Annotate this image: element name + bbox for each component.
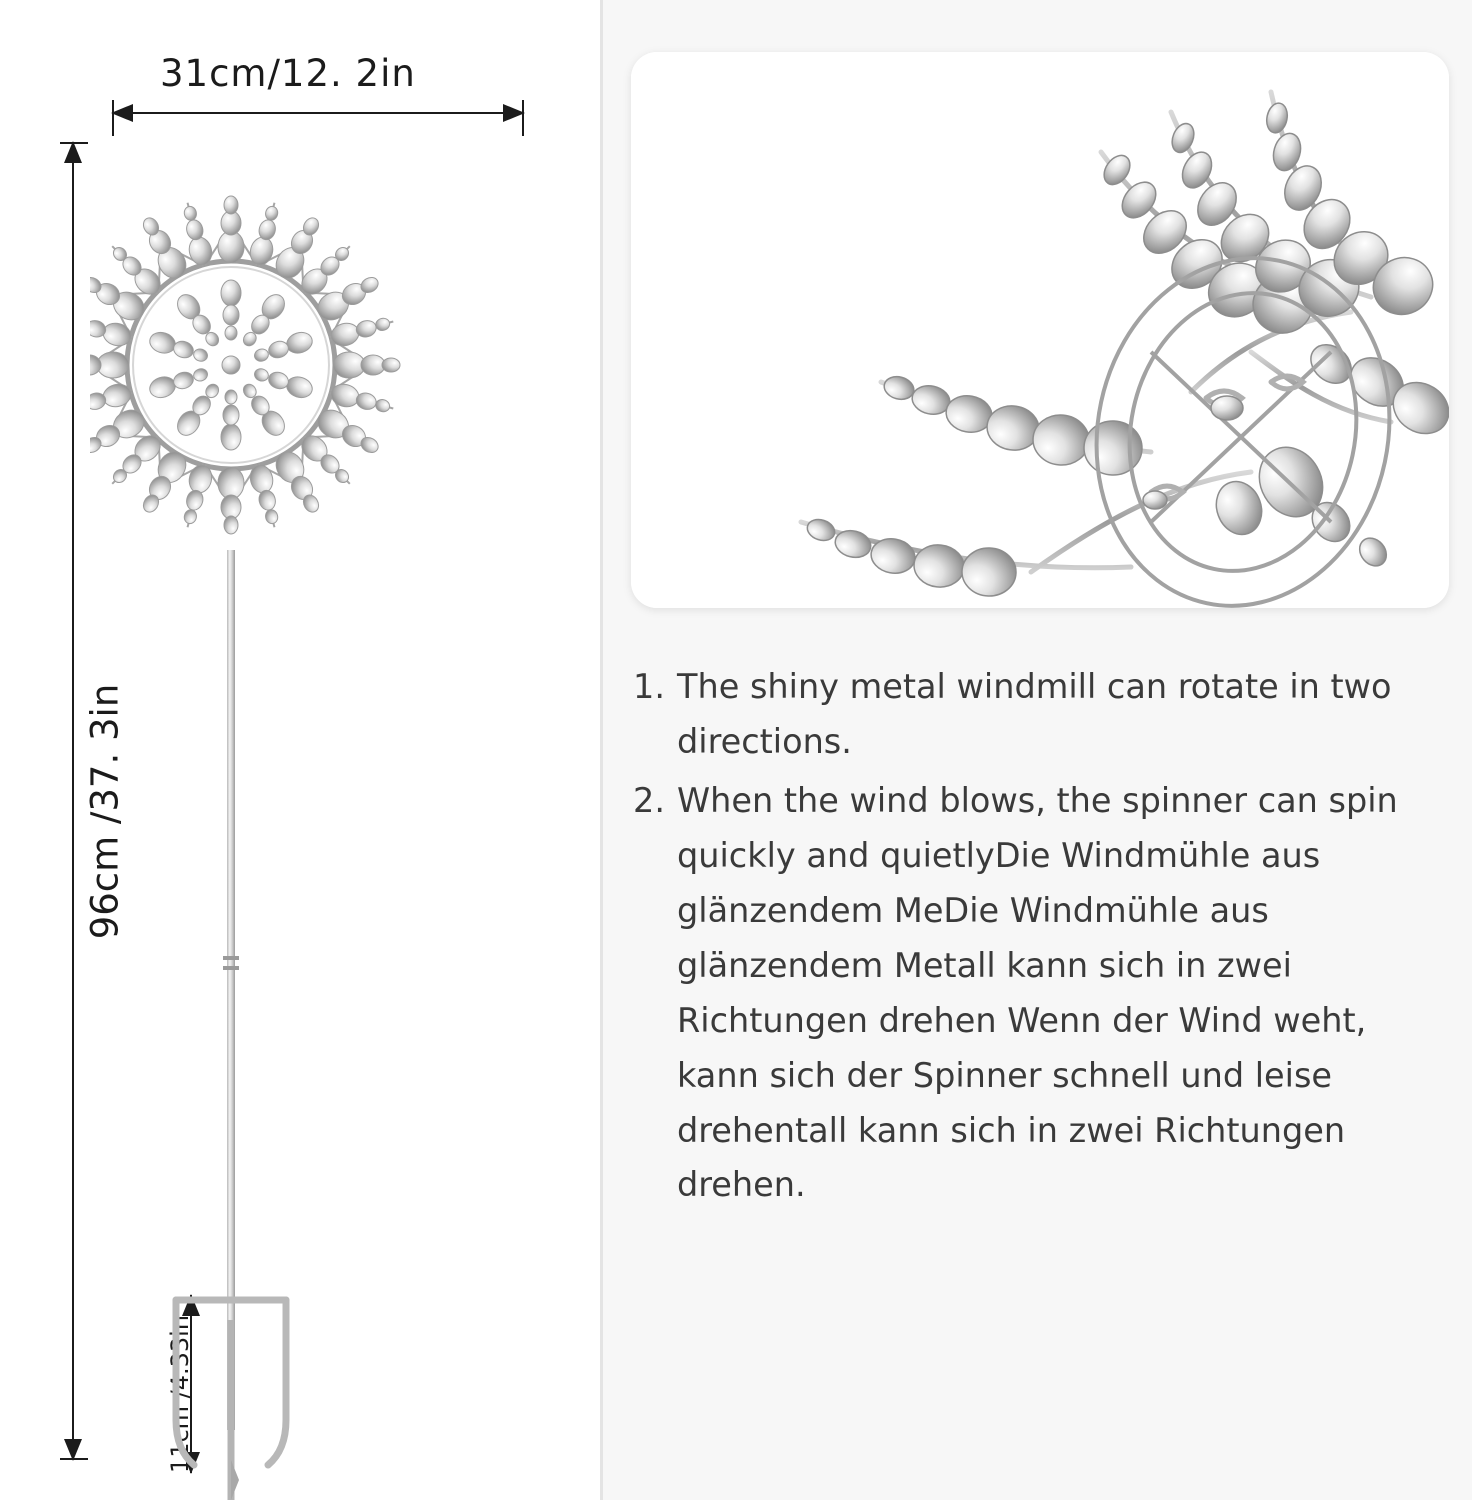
- details-pane: [603, 0, 1472, 1500]
- width-dimension-label: 31cm/12. 2in: [150, 50, 426, 97]
- feature-number-2: 2.: [633, 780, 665, 820]
- feature-list: [633, 660, 1453, 1217]
- stake-dimension-label: 11cm /4.33in: [166, 1314, 194, 1474]
- product-closeup-photo: [631, 52, 1449, 608]
- feature-item-1: [633, 660, 1453, 770]
- feature-item-2: [633, 774, 1453, 1214]
- width-dimension-line: [112, 112, 524, 114]
- feature-text-1: The shiny metal windmill can rotate in two directions.: [677, 667, 1392, 761]
- height-arrow-up-icon: [64, 141, 82, 163]
- height-tick-bottom: [60, 1458, 88, 1460]
- feature-number-1: 1.: [633, 667, 665, 706]
- height-dimension-label: 96cm /37. 3in: [83, 683, 127, 940]
- windmill-stake-drawing: [90, 120, 550, 1504]
- feature-text-2: When the wind blows, the spinner can spin quickly and quietlyDie Windmühle aus glänzendem MeDie Windmühle aus glänzendem Metall kann sich in zwei Richtungen drehen Wenn der Wind weht, kann sich der Spinner schnell und leise drehentall kann sich in zwei Richtungen drehen.: [677, 780, 1398, 1205]
- dimension-diagram-pane: [0, 0, 600, 1500]
- height-dimension-line: [72, 142, 74, 1460]
- height-tick-top: [60, 142, 88, 144]
